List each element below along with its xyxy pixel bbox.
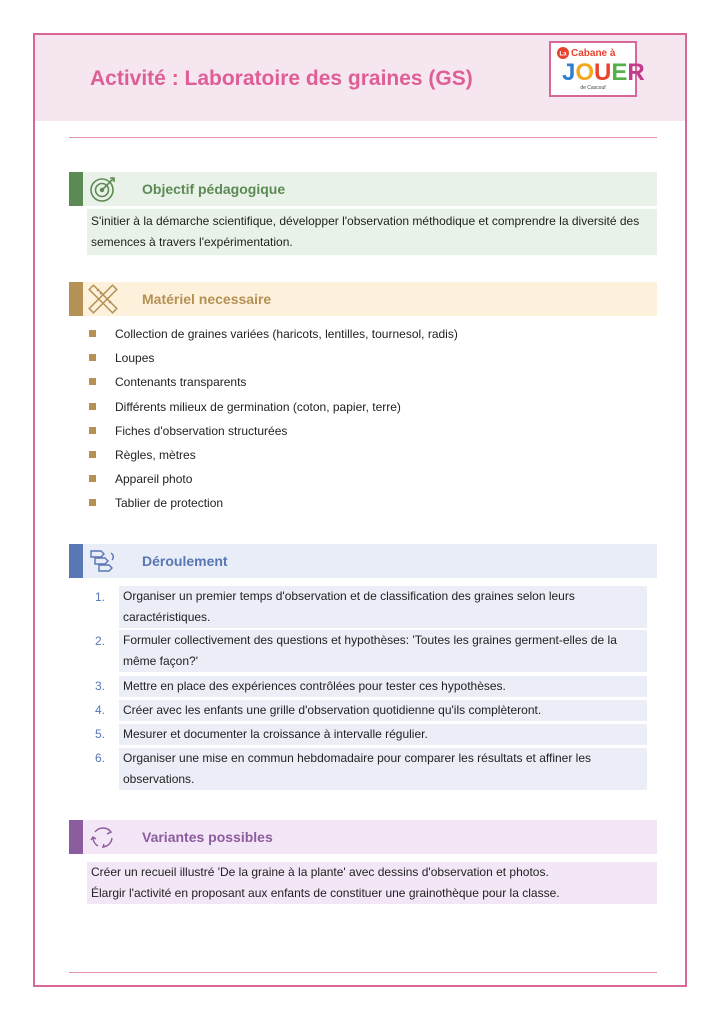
list-item [89, 495, 458, 519]
logo-graphic [551, 43, 645, 95]
step-line: Formuler collectivement des questions et hypothèses: 'Toutes les graines germent-elles de la [123, 633, 617, 647]
list-item-label: Contenants transparents [115, 375, 247, 390]
bullet-square-icon [89, 427, 96, 434]
list-item [89, 350, 458, 374]
variantes-line: Élargir l'activité en proposant aux enfants de constituer une grainothèque pour la classe. [91, 886, 560, 900]
section-title: Déroulement [142, 553, 228, 569]
step-item [119, 586, 647, 628]
section-accent-bar [69, 820, 83, 854]
step-line: observations. [123, 772, 195, 786]
step-number: 3. [95, 679, 106, 693]
step-line: Mesurer et documenter la croissance à intervalle régulier. [123, 727, 428, 741]
step-item [119, 700, 647, 721]
list-item [89, 447, 458, 471]
objectif-line: S'initier à la démarche scientifique, développer l'observation méthodique et comprendre la diversité des [91, 214, 640, 228]
list-item [89, 399, 458, 423]
cycle-arrows-icon [89, 823, 117, 851]
step-item [119, 676, 647, 697]
step-line: Organiser une mise en commun hebdomadaire pour comparer les résultats et affiner les [123, 751, 592, 765]
bullet-square-icon [89, 378, 96, 385]
step-item [119, 630, 647, 672]
list-item [89, 326, 458, 350]
svg-text:JOUER: JOUER [562, 59, 645, 86]
objectif-line: semences à travers l'expérimentation. [91, 235, 293, 249]
variantes-text [87, 862, 657, 904]
step-number: 2. [95, 634, 106, 648]
step-item [119, 748, 647, 790]
steps-arrows-icon [89, 547, 117, 575]
section-header-deroulement [69, 544, 657, 578]
section-accent-bar [69, 544, 83, 578]
list-item-label: Appareil photo [115, 472, 193, 487]
variantes-line: Créer un recueil illustré 'De la graine à la plante' avec dessins d'observation et photos. [91, 865, 549, 879]
target-icon [89, 175, 117, 203]
list-item-label: Règles, mètres [115, 447, 196, 462]
document-page [33, 33, 687, 987]
list-item-label: Loupes [115, 351, 155, 366]
list-item [89, 471, 458, 495]
section-accent-bar [69, 172, 83, 206]
section-header-materiel [69, 282, 657, 316]
top-divider [69, 137, 657, 138]
step-number: 6. [95, 751, 106, 765]
list-item-label: Fiches d'observation structurées [115, 423, 288, 438]
bullet-square-icon [89, 403, 96, 410]
list-item [89, 423, 458, 447]
step-line: Créer avec les enfants une grille d'observation quotidienne qu'ils complèteront. [123, 703, 542, 717]
section-header-variantes [69, 820, 657, 854]
step-number: 1. [95, 590, 106, 604]
bullet-square-icon [89, 354, 96, 361]
bottom-divider [69, 972, 657, 973]
step-line: caractéristiques. [123, 610, 211, 624]
bullet-square-icon [89, 475, 96, 482]
step-number: 4. [95, 703, 106, 717]
list-item-label: Collection de graines variées (haricots, lentilles, tournesol, radis) [115, 327, 458, 341]
step-line: Organiser un premier temps d'observation et de classification des graines selon leurs [123, 589, 575, 603]
bullet-square-icon [89, 499, 96, 506]
step-line: Mettre en place des expériences contrôlées pour tester ces hypothèses. [123, 679, 506, 693]
svg-text:de Cascouf: de Cascouf [580, 85, 606, 91]
section-title: Objectif pédagogique [142, 181, 286, 197]
list-item-label: Tablier de protection [115, 496, 224, 511]
list-item-label: Différents milieux de germination (coton, papier, terre) [115, 399, 401, 414]
svg-text:Cabane à: Cabane à [571, 48, 616, 59]
step-item [119, 724, 647, 745]
bullet-square-icon [89, 330, 96, 337]
brand-logo [549, 41, 645, 97]
step-line: même façon?' [123, 654, 198, 668]
page-header [35, 35, 685, 121]
section-title: Matériel necessaire [142, 291, 272, 307]
list-item [89, 374, 458, 398]
materiel-list [89, 326, 458, 520]
page-title: Activité : Laboratoire des graines (GS) [90, 67, 473, 90]
section-accent-bar [69, 282, 83, 316]
section-title: Variantes possibles [142, 829, 273, 845]
step-number: 5. [95, 727, 106, 741]
ruler-pencil-icon [89, 285, 117, 313]
section-header-objectif [69, 172, 657, 206]
bullet-square-icon [89, 451, 96, 458]
svg-text:La: La [559, 51, 567, 58]
objectif-text [87, 209, 657, 255]
